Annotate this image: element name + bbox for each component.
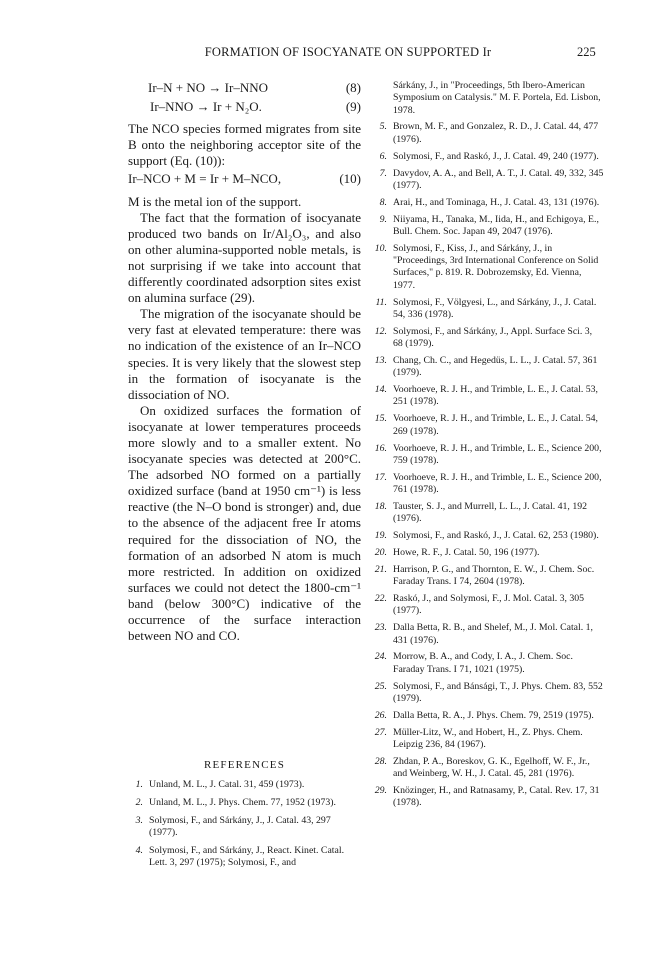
reference-item <box>372 151 604 163</box>
reference-item <box>372 80 604 117</box>
reference-number: 2. <box>135 796 143 808</box>
reference-item <box>372 243 604 292</box>
reference-item <box>372 214 604 239</box>
reference-item <box>372 297 604 322</box>
equation-expression: Ir–N + NO → Ir–NNO <box>148 80 268 95</box>
body-text-column <box>128 80 361 644</box>
equation-number: (9) <box>345 99 361 115</box>
reference-text: Harrison, P. G., and Thornton, E. W., J. Chem. Soc. Faraday Trans. I 74, 2604 (1978). <box>393 563 595 588</box>
reference-number: 22. <box>374 593 387 605</box>
equation-8 <box>128 80 361 96</box>
reference-number: 21. <box>374 563 387 575</box>
reference-text: Unland, M. L., J. Phys. Chem. 77, 1952 (1973). <box>149 796 336 808</box>
reference-item <box>372 501 604 526</box>
reference-text: Solymosi, F., and Sárkány, J., React. Kinet. Catal. Lett. 3, 297 (1975); Solymosi, F., and <box>149 844 345 868</box>
reference-number: 19. <box>374 530 387 542</box>
reference-item <box>372 530 604 542</box>
reference-number: 14. <box>374 384 387 396</box>
reference-text: Solymosi, F., and Sárkány, J., J. Catal. 43, 297 (1977). <box>149 814 331 838</box>
reference-text: Knözinger, H., and Ratnasamy, P., Catal. Rev. 17, 31 (1978). <box>393 785 600 809</box>
reference-item <box>128 779 361 791</box>
reference-item <box>372 472 604 497</box>
reference-number: 7. <box>379 167 387 179</box>
equation-expression: Ir–NNO → Ir + N₂O. <box>150 99 262 115</box>
reference-number: 5. <box>379 121 387 133</box>
reference-number: 26. <box>374 709 387 721</box>
reference-number: 8. <box>379 196 387 208</box>
reference-number: 3. <box>135 814 143 826</box>
reference-number: 29. <box>374 785 387 797</box>
references-heading: REFERENCES <box>203 759 286 771</box>
reference-item <box>372 547 604 559</box>
reference-text: Chang, Ch. C., and Hegedüs, L. L., J. Catal. 57, 361 (1979). <box>393 354 598 379</box>
reference-number: 6. <box>379 150 387 162</box>
reference-item <box>372 443 604 468</box>
reference-item <box>372 413 604 438</box>
reference-number: 23. <box>374 622 387 634</box>
reference-text: Tauster, S. J., and Murrell, L. L., J. Catal. 41, 192 (1976). <box>393 500 588 525</box>
reference-number: 15. <box>374 413 387 425</box>
reference-number: 11. <box>375 296 387 308</box>
reference-item <box>372 651 604 676</box>
reference-item <box>128 845 361 870</box>
reference-text: Solymosi, F., Völgyesi, L., and Sárkány, J., J. Catal. 54, 336 (1978). <box>393 296 597 320</box>
paragraph-migration-speed: The migration of the isocyanate should be very fast at elevated temperature: there was no indication of the existence of an Ir–NCO species. It is very likely that the slowest step in the formation of isocyanate is the dissociation of NO. <box>128 306 361 402</box>
references-list-right <box>372 80 604 814</box>
equation-9 <box>128 99 361 115</box>
reference-text: Zhdan, P. A., Boreskov, G. K., Egelhoff, W. F., Jr., and Weinberg, W. H., J. Catal. 45, 281 (1976). <box>393 755 590 780</box>
paragraph-two-bands: The fact that the formation of isocyanate produced two bands on Ir/Al₂O₃, and also on other alumina-supported noble metals, is not surprising if we take into account that differently coordinated adsorption sites exist on alumina surface (29). <box>128 209 361 306</box>
reference-item <box>128 815 361 840</box>
reference-number: 25. <box>374 680 387 692</box>
reference-text: Howe, R. F., J. Catal. 50, 196 (1977). <box>393 547 540 558</box>
reference-item <box>372 785 604 810</box>
reference-number: 24. <box>374 651 387 663</box>
reference-item <box>128 797 361 809</box>
reference-item <box>372 756 604 781</box>
reference-number: 9. <box>379 213 387 225</box>
reference-number: 17. <box>374 471 387 483</box>
reference-text: Sárkány, J., in "Proceedings, 5th Ibero-American Symposium on Catalysis." M. F. Portela, Ed. Lisbon, 1978. <box>393 80 601 116</box>
reference-text: Müller-Litz, W., and Hobert, H., Z. Phys. Chem. Leipzig 236, 84 (1967). <box>393 726 583 751</box>
reference-text: Voorhoeve, R. J. H., and Trimble, L. E., Science 200, 759 (1978). <box>393 442 602 466</box>
reference-text: Niiyama, H., Tanaka, M., Iida, H., and Echigoya, E., Bull. Chem. Soc. Japan 49, 2047 (1976). <box>393 213 599 237</box>
reference-text: Dalla Betta, R. B., and Shelef, M., J. Mol. Catal. 1, 431 (1976). <box>393 622 593 646</box>
reference-item <box>372 384 604 409</box>
reference-item <box>372 564 604 589</box>
reference-item <box>372 710 604 722</box>
reference-number: 27. <box>374 726 387 738</box>
reference-text: Solymosi, F., and Bánsági, T., J. Phys. Chem. 83, 552 (1979). <box>393 680 603 704</box>
reference-number: 10. <box>374 242 387 254</box>
reference-number: 4. <box>135 844 143 856</box>
reference-text: Solymosi, F., and Sárkány, J., Appl. Surface Sci. 3, 68 (1979). <box>393 325 593 350</box>
reference-item <box>372 355 604 380</box>
reference-item <box>372 197 604 209</box>
reference-text: Morrow, B. A., and Cody, I. A., J. Chem. Soc. Faraday Trans. I 71, 1021 (1975). <box>393 651 573 675</box>
reference-item <box>372 622 604 647</box>
reference-number: 13. <box>374 354 387 366</box>
references-list-left <box>128 779 361 875</box>
reference-text: Brown, M. F., and Gonzalez, R. D., J. Catal. 44, 477 (1976). <box>393 121 599 145</box>
equation-number: (10) <box>339 171 361 187</box>
reference-number: 1. <box>135 779 143 790</box>
reference-text: Dalla Betta, R. A., J. Phys. Chem. 79, 2519 (1975). <box>393 709 594 721</box>
reference-text: Voorhoeve, R. J. H., and Trimble, L. E., J. Catal. 53, 251 (1978). <box>393 384 599 408</box>
reference-text: Voorhoeve, R. J. H., and Trimble, L. E., J. Catal. 54, 269 (1978). <box>393 413 599 437</box>
reference-item <box>372 326 604 351</box>
reference-text: Voorhoeve, R. J. H., and Trimble, L. E., Science 200, 761 (1978). <box>393 471 602 496</box>
reference-number: 28. <box>374 755 387 767</box>
reference-item <box>372 168 604 193</box>
paragraph-nco-migration: The NCO species formed migrates from site B onto the neighboring acceptor site of the support (Eq. (10)): <box>128 121 361 169</box>
reference-number: 12. <box>374 325 387 337</box>
running-header-title: FORMATION OF ISOCYANATE ON SUPPORTED Ir <box>204 45 492 59</box>
reference-text: Arai, H., and Tominaga, H., J. Catal. 43, 131 (1976). <box>393 196 600 208</box>
reference-text: Raskó, J., and Solymosi, F., J. Mol. Catal. 3, 305 (1977). <box>393 593 585 617</box>
reference-number: 20. <box>374 547 387 558</box>
reference-text: Solymosi, F., and Raskó, J., J. Catal. 62, 253 (1980). <box>393 530 599 542</box>
reference-item <box>372 727 604 752</box>
reference-item <box>372 593 604 618</box>
reference-text: Solymosi, F., and Raskó, J., J. Catal. 49, 240 (1977). <box>393 150 599 162</box>
reference-number: 16. <box>374 442 387 454</box>
reference-text: Solymosi, F., Kiss, J., and Sárkány, J., in "Proceedings, 3rd International Conference on Solid Surfaces," p. 819. R. Dobrozemsky, Ed. Vienna, 1977. <box>393 242 599 291</box>
equation-number: (8) <box>345 80 361 95</box>
page-number: 225 <box>577 45 596 59</box>
paragraph-oxidized-surfaces: On oxidized surfaces the formation of isocyanate at lower temperatures proceeds more slowly and to a smaller extent. No isocyanate species was detected at 200°C. The adsorbed NO formed on a partially oxidized surface (band at 1950 cm⁻¹) is less reactive (the N–O bond is stronger) and, due to the absence of the adjacent free Ir atoms required for the dissociation of NO, the formation of an adsorbed N atom is much more restricted. In addition on oxidized surfaces we could not detect the 1800-cm⁻¹ band (below 300°C) indicative of the occurrence of the surface interaction between NO and CO. <box>128 402 361 644</box>
reference-item <box>372 681 604 706</box>
paragraph-metal-ion: M is the metal ion of the support. <box>128 193 302 209</box>
reference-number <box>372 80 393 117</box>
reference-item <box>372 121 604 146</box>
reference-text: Davydov, A. A., and Bell, A. T., J. Catal. 49, 332, 345 (1977). <box>393 167 604 191</box>
equation-10 <box>128 171 361 187</box>
equation-expression: Ir–NCO + M = Ir + M–NCO, <box>128 171 282 187</box>
reference-text: Unland, M. L., J. Catal. 31, 459 (1973). <box>149 779 305 790</box>
reference-number: 18. <box>374 500 387 512</box>
